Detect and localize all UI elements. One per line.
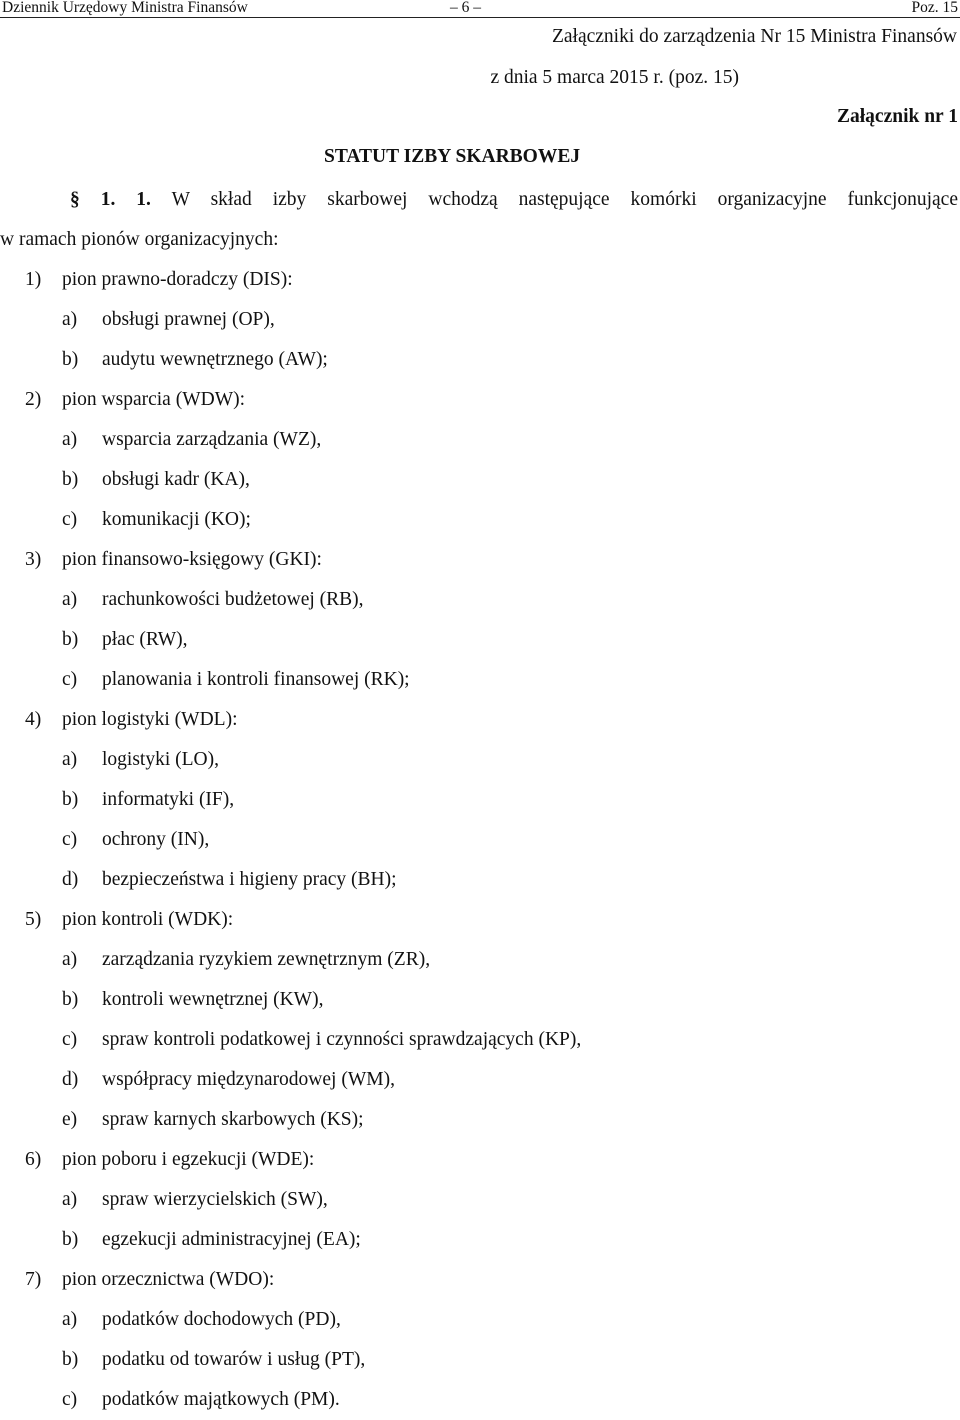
item-marker: 7) [25,1269,42,1290]
unit-item [0,940,958,980]
section-marker: § 1. 1. [70,189,151,210]
document-title: STATUT IZBY SKARBOWEJ [324,146,581,167]
unit-item [0,1060,958,1100]
item-text: pion wsparcia (WDW): [62,389,246,410]
item-text: ochrony (IN), [102,829,210,850]
unit-item [0,1300,958,1340]
unit-item [0,300,958,340]
division-item [0,1260,958,1300]
item-text: planowania i kontroli finansowej (RK); [102,669,410,690]
item-text: obsługi kadr (KA), [102,469,250,490]
unit-item [0,780,958,820]
item-marker: a) [62,749,78,770]
item-text: zarządzania ryzykiem zewnętrznym (ZR), [102,949,431,970]
item-text: komunikacji (KO); [102,509,251,530]
item-marker: c) [62,829,78,850]
item-marker: b) [62,629,79,650]
division-item [0,540,958,580]
item-text: pion kontroli (WDK): [62,909,234,930]
item-text: podatków majątkowych (PM). [102,1389,340,1410]
attachment-label: Załącznik nr 1 [837,106,958,127]
unit-item [0,1380,958,1420]
item-text: spraw karnych skarbowych (KS); [102,1109,364,1130]
item-marker: b) [62,789,79,810]
item-text: podatku od towarów i usług (PT), [102,1349,366,1370]
unit-item [0,420,958,460]
division-item [0,260,958,300]
item-text: współpracy międzynarodowej (WM), [102,1069,395,1090]
item-marker: 6) [25,1149,42,1170]
item-text: logistyki (LO), [102,749,219,770]
item-marker: c) [62,669,78,690]
unit-item [0,500,958,540]
unit-item [0,1180,958,1220]
journal-name: Dziennik Urzędowy Ministra Finansów [2,0,248,16]
item-text: podatków dochodowych (PD), [102,1309,341,1330]
item-marker: a) [62,1189,78,1210]
unit-item [0,1100,958,1140]
page-header [0,0,960,18]
item-text: płac (RW), [102,629,188,650]
item-text: rachunkowości budżetowej (RB), [102,589,364,610]
item-marker: 2) [25,389,42,410]
item-text: pion finansowo-księgowy (GKI): [62,549,322,570]
unit-item [0,620,958,660]
unit-item [0,580,958,620]
item-marker: a) [62,949,78,970]
item-marker: b) [62,1229,79,1250]
section-intro [0,180,958,220]
item-text: kontroli wewnętrznej (KW), [102,989,324,1010]
item-text: pion prawno-doradczy (DIS): [62,269,293,290]
item-text: wsparcia zarządzania (WZ), [102,429,322,450]
unit-item [0,860,958,900]
item-marker: c) [62,1029,78,1050]
item-marker: 4) [25,709,42,730]
item-text: egzekucji administracyjnej (EA); [102,1229,361,1250]
item-marker: a) [62,309,78,330]
position-number: Poz. 15 [911,0,958,16]
annotation-line-1: Załączniki do zarządzenia Nr 15 Ministra Finansów [551,26,957,47]
item-marker: b) [62,1349,79,1370]
item-marker: a) [62,1309,78,1330]
division-item [0,700,958,740]
item-text: spraw kontroli podatkowej i czynności sprawdzających (KP), [102,1029,582,1050]
item-text: obsługi prawnej (OP), [102,309,275,330]
item-marker: a) [62,429,78,450]
unit-item [0,460,958,500]
item-marker: a) [62,589,78,610]
unit-item [0,1340,958,1380]
unit-item [0,340,958,380]
division-item [0,1140,958,1180]
item-marker: c) [62,509,78,530]
item-text: bezpieczeństwa i higieny pracy (BH); [102,869,397,890]
item-marker: d) [62,869,79,890]
page-number: – 6 – [450,0,481,16]
unit-item [0,660,958,700]
item-marker: b) [62,349,79,370]
item-marker: 1) [25,269,42,290]
section-intro-continued: w ramach pionów organizacyjnych: [0,229,279,250]
annotation-line-2: z dnia 5 marca 2015 r. (poz. 15) [490,67,739,88]
item-marker: d) [62,1069,79,1090]
unit-item [0,1220,958,1260]
item-text: pion logistyki (WDL): [62,709,238,730]
item-text: pion poboru i egzekucji (WDE): [62,1149,315,1170]
item-text: spraw wierzycielskich (SW), [102,1189,328,1210]
division-item [0,900,958,940]
item-marker: 3) [25,549,42,570]
item-marker: c) [62,1389,78,1410]
item-marker: b) [62,989,79,1010]
item-text: pion orzecznictwa (WDO): [62,1269,275,1290]
item-marker: e) [62,1109,78,1130]
division-item [0,380,958,420]
item-text: audytu wewnętrznego (AW); [102,349,328,370]
unit-item [0,740,958,780]
unit-item [0,1020,958,1060]
unit-item [0,980,958,1020]
unit-item [0,820,958,860]
item-text: informatyki (IF), [102,789,235,810]
section-intro-text: W skład izby skarbowej wchodzą następujące komórki organizacyjne funkcjonujące [171,189,958,210]
item-marker: 5) [25,909,42,930]
item-marker: b) [62,469,79,490]
